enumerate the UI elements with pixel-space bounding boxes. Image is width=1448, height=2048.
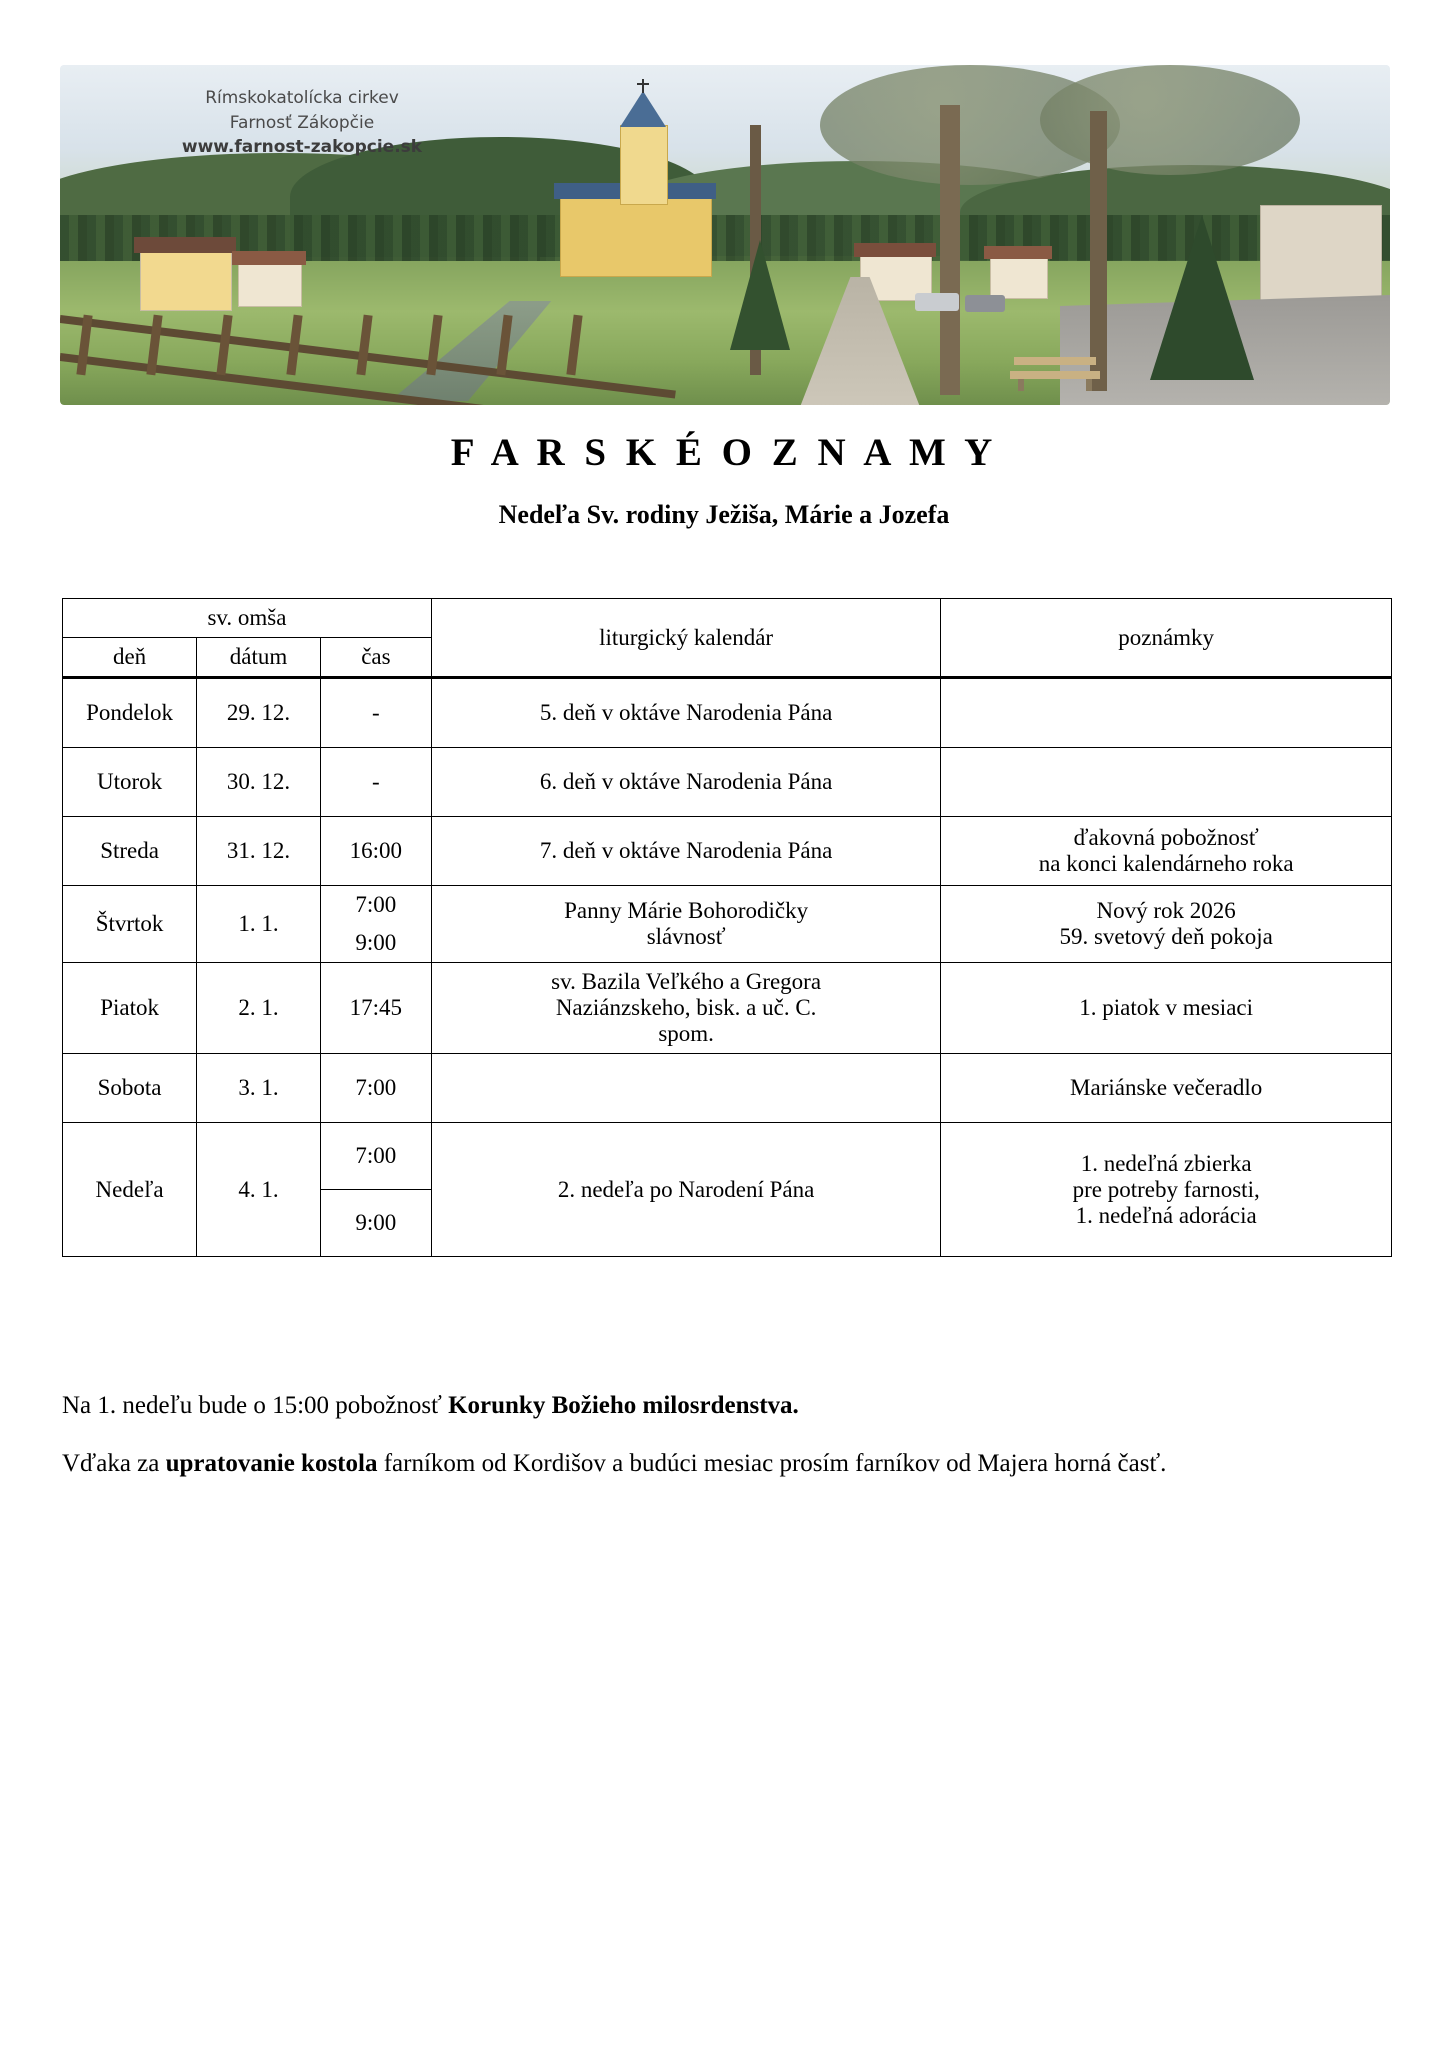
cell-date: 4. 1.: [197, 1123, 321, 1257]
table-row: [63, 963, 1392, 1054]
cell-notes-line1: 1. nedeľná zbierka: [1080, 1150, 1252, 1176]
tree-trunk: [1090, 111, 1107, 391]
cell-date: 3. 1.: [197, 1054, 321, 1123]
wooden-railing: [60, 297, 680, 405]
header-banner: [60, 40, 1390, 412]
schedule-table-wrapper: [62, 598, 1392, 1257]
tree-trunk: [940, 105, 960, 395]
church-cross-icon: [642, 79, 644, 93]
cell-day: Utorok: [63, 748, 197, 817]
cell-liturgical: [431, 886, 940, 963]
cell-liturgical-line2: slávnosť: [646, 924, 726, 949]
cell-liturgical-line1: Panny Márie Bohorodičky: [564, 898, 809, 923]
conifer-tree: [730, 240, 790, 350]
cell-liturgical: 2. nedeľa po Narodení Pána: [431, 1123, 940, 1257]
cell-notes: Mariánske večeradlo: [941, 1054, 1392, 1123]
cell-liturgical: 6. deň v oktáve Narodenia Pána: [431, 748, 940, 817]
cell-date: 31. 12.: [197, 817, 321, 886]
cell-time: -: [320, 678, 431, 748]
railing-post: [496, 315, 512, 376]
cell-liturgical: [431, 963, 940, 1054]
house-roof: [232, 251, 306, 265]
cell-time: -: [320, 748, 431, 817]
cell-date: 2. 1.: [197, 963, 321, 1054]
cell-liturgical: 5. deň v oktáve Narodenia Pána: [431, 678, 940, 748]
conifer-tree: [1150, 215, 1254, 380]
table-row: [63, 1054, 1392, 1123]
railing-post: [566, 315, 582, 376]
cell-date: 30. 12.: [197, 748, 321, 817]
announcement-2-text-pre: Vďaka za: [62, 1450, 166, 1478]
announcement-2: [62, 1446, 1392, 1482]
page-title: F A R S K É O Z N A M Y: [450, 431, 998, 474]
cell-liturgical: [431, 1054, 940, 1123]
column-header-date: dátum: [197, 638, 321, 678]
cell-liturgical-line3: spom.: [658, 1021, 714, 1046]
table-header-row-top: [63, 599, 1392, 638]
cell-date: 29. 12.: [197, 678, 321, 748]
cell-notes-line2: na konci kalendárneho roka: [1038, 851, 1294, 876]
bench-leg: [1086, 379, 1092, 391]
cell-notes: [941, 886, 1392, 963]
column-header-day: deň: [63, 638, 197, 678]
announcement-2-emphasis: upratovanie kostola: [165, 1450, 378, 1478]
cell-notes: [941, 1123, 1392, 1257]
cell-day: Nedeľa: [63, 1123, 197, 1257]
announcements-section: [62, 1388, 1392, 1505]
house-roof: [854, 243, 936, 257]
announcement-1-text: Na 1. nedeľu bude o 15:00 pobožnosť: [62, 1392, 449, 1419]
parish-church-label: Rímskokatolícka cirkev: [205, 88, 399, 108]
cell-day: Sobota: [63, 1054, 197, 1123]
table-row: [63, 1123, 1392, 1190]
church-spire: [620, 91, 666, 127]
column-group-header-mass: sv. omša: [63, 599, 432, 638]
house: [990, 257, 1048, 299]
house-roof: [134, 237, 236, 253]
announcement-1-emphasis: Korunky Božieho milosrdenstva.: [448, 1392, 799, 1419]
bench-back: [1014, 357, 1096, 365]
parish-identity: [122, 86, 482, 160]
church-tower: [620, 125, 668, 205]
cell-time-first: 7:00: [320, 1123, 431, 1190]
table-row: [63, 678, 1392, 748]
church-building: [560, 195, 712, 277]
bench-seat: [1010, 371, 1100, 379]
table-row: [63, 748, 1392, 817]
column-header-time: čas: [320, 638, 431, 678]
announcement-1: [62, 1388, 1392, 1424]
announcement-2-text-post: farníkom od Kordišov a budúci mesiac prosím farníkov od Majera horná časť.: [377, 1450, 1167, 1478]
cell-notes: [941, 748, 1392, 817]
parked-car: [915, 293, 959, 311]
parish-name-label: Farnosť Zákopčie: [229, 112, 375, 133]
parish-website-label[interactable]: www.farnost-zakopcie.sk: [181, 137, 423, 158]
column-header-liturgical: liturgický kalendár: [431, 599, 940, 678]
table-row: [63, 886, 1392, 925]
bench-leg: [1018, 379, 1024, 391]
page-subtitle: Nedeľa Sv. rodiny Ježiša, Márie a Jozefa: [498, 500, 950, 529]
cell-time: 17:45: [320, 963, 431, 1054]
cell-date: 1. 1.: [197, 886, 321, 963]
house-roof: [984, 246, 1052, 259]
cell-time-second: 9:00: [320, 1190, 431, 1257]
cell-day: Pondelok: [63, 678, 197, 748]
cell-time: 7:00: [320, 1054, 431, 1123]
cell-notes-line2: pre potreby farnosti,: [1072, 1176, 1260, 1202]
cell-notes: [941, 678, 1392, 748]
cell-time: 16:00: [320, 817, 431, 886]
park-bench: [1010, 355, 1100, 391]
railing-post: [356, 315, 372, 376]
mass-schedule-table: [62, 598, 1392, 1257]
cell-notes: 1. piatok v mesiaci: [941, 963, 1392, 1054]
cell-liturgical-line1: sv. Bazila Veľkého a Gregora: [551, 969, 822, 994]
cell-notes-line3: 1. nedeľná adorácia: [1075, 1202, 1257, 1228]
cell-liturgical: 7. deň v oktáve Narodenia Pána: [431, 817, 940, 886]
cell-time-second: 9:00: [320, 924, 431, 963]
railing-post: [216, 315, 232, 376]
cell-time-first: 7:00: [320, 886, 431, 925]
table-row: [63, 817, 1392, 886]
column-header-notes: poznámky: [941, 599, 1392, 678]
cell-day: Štvrtok: [63, 886, 197, 963]
cell-notes-line1: Nový rok 2026: [1096, 898, 1236, 923]
cell-notes: [941, 817, 1392, 886]
tree-canopy: [1040, 65, 1300, 175]
cell-notes-line1: ďakovná pobožnosť: [1073, 825, 1259, 850]
cell-liturgical-line2: Naziánzskeho, bisk. a uč. C.: [555, 995, 817, 1020]
cell-day: Streda: [63, 817, 197, 886]
parked-car: [965, 295, 1005, 312]
cell-notes-line2: 59. svetový deň pokoja: [1059, 924, 1273, 949]
cell-day: Piatok: [63, 963, 197, 1054]
